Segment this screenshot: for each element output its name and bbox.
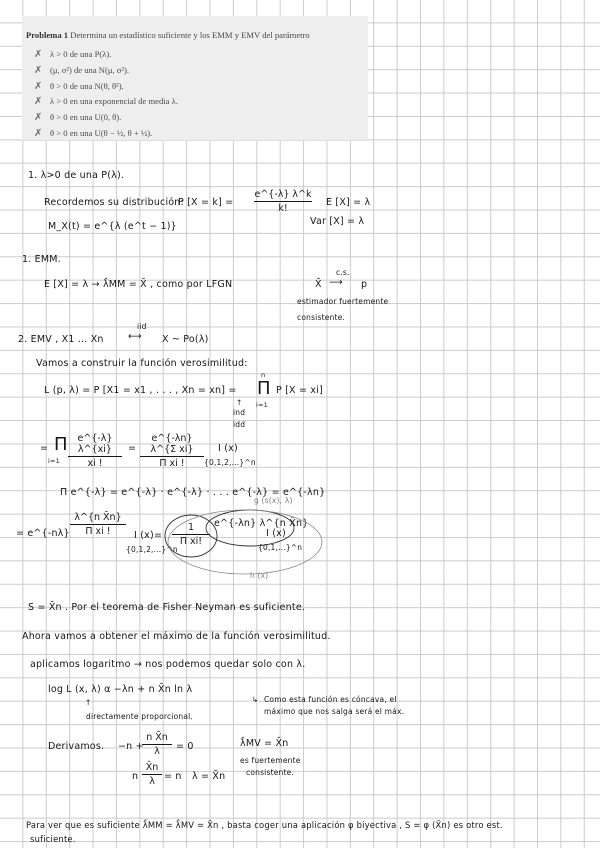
term-fraction: e^{-λ} λ^{xi} xi ! [68,433,122,469]
convergence-label: c.s. [336,268,350,277]
g-term: e^{-λn} λ^{n X̄n} [214,518,309,529]
variance-formula: Var [X] = λ [310,216,365,227]
problem-items [34,47,178,142]
indicator: I (x) [134,530,154,541]
handwritten-check-icon: ✗ [34,112,43,124]
problem-item: ✗ (μ, σ²) de una N(μ, σ²). [34,63,178,79]
emv-result-note: consistente. [246,768,295,777]
maximum-statement: Ahora vamos a obtener el máximo de la función verosimilitud. [22,631,331,642]
likelihood-lhs: L (p, λ) = P [X1 = x1 , . . . , Xn = xn] = [44,385,237,396]
iid-label: iid [137,322,147,331]
section-heading: 1. λ>0 de una P(λ). [28,170,125,181]
h-function-label: h (x) [250,571,269,580]
problem-text: Determina un estadístico suficiente y los EMM y EMV del parámetro [70,30,310,40]
mgf-formula: M_X(t) = e^{λ (e^t − 1)} [48,221,177,232]
problem-item: ✗ θ > 0 en una U(θ − ½, θ + ½). [34,126,178,142]
exponential-product: Π e^{-λ} = e^{-λ} · e^{-λ} · . . . e^{-λ} = e^{-λn} [60,487,326,498]
problem-label: Problema 1 [26,30,69,40]
equals-sign: = [128,443,137,454]
handwritten-check-icon: ✗ [34,80,43,92]
problem-item: ✗ λ > 0 de una P(λ). [34,47,178,63]
handwritten-check-icon: ✗ [34,49,43,60]
emm-note: estimador fuertemente [297,297,389,306]
emv-distribution: X ~ Po(λ) [162,334,209,345]
g-function-label: g (s(x), λ) [254,496,293,505]
product-upper: n [261,371,266,379]
emm-note: consistente. [297,313,346,322]
emm-equation: E [X] = λ → λ̂MM = X̄ , como por LFGN [44,279,233,290]
emv-result: λ̂MV = X̄n [240,738,289,749]
emv-result-note: es fuertemente [240,756,301,765]
likelihood-rhs: P [X = xi] [276,385,323,396]
handwritten-check-icon: ✗ [34,96,43,108]
corner-arrow: ↳ [252,695,259,704]
product-fraction: e^{-λn} λ^{Σ xi} Π xi ! [140,433,204,469]
indicator: I (x) [266,528,286,539]
factorization-lhs: = e^{-nλ} [16,528,70,539]
handwritten-check-icon: ✗ [34,64,43,76]
derivative-fraction: n X̄n λ [142,732,172,757]
idd-label: idd [233,420,246,429]
log-statement: aplicamos logaritmo → nos podemos quedar solo con λ. [30,659,306,670]
distribution-intro: Recordemos su distribución: [44,197,184,208]
derivative-label: Derivamos. [48,741,105,752]
problem-item: ✗ θ > 0 de una N(θ, θ²). [34,79,178,95]
sufficiency-statement: S = X̄n . Por el teorema de Fisher Neyman es suficiente. [28,602,306,613]
convergence-rhs: p [361,279,368,290]
indicator: I (x) [218,443,238,454]
emm-heading: 1. EMM. [22,254,61,265]
up-arrow: ↑ [85,698,92,707]
support-set: {0,1,2,...}^n [126,545,178,554]
factorization-fraction: λ^{n X̄n} Π xi ! [70,512,126,537]
log-likelihood: log L (x, λ) α −λn + n X̄n ln λ [48,684,193,695]
handwritten-check-icon: ✗ [34,127,43,139]
h-fraction: 1 Π xi! [172,522,210,547]
iid-arrow: ⟷ [128,331,142,342]
final-statement: Para ver que es suficiente λ̂MM = λ̂MV = X̄n , basta coger una aplicación φ biyectiva , S = φ (X̄n) es otro est. [26,820,503,830]
problem-statement [22,16,368,141]
equals-sign: = [40,443,49,454]
mean-formula: E [X] = λ [326,197,371,208]
equals-sign: = [154,530,163,541]
solve-fraction: X̄n λ [142,762,162,787]
up-arrow: ↑ [236,398,243,407]
support-set: {0,1,...}^n [258,543,303,552]
derivative-zero: = 0 [176,741,194,752]
derivative-lhs: −n + [118,741,144,752]
product-lower: i=1 [256,401,268,409]
problem-item: ✗ λ > 0 en una exponencial de media λ. [34,94,178,110]
pmf-fraction: e^{-λ} λ^k k! [254,189,312,214]
emv-heading: 2. EMV , X1 ... Xn [18,334,104,345]
concave-note: Como esta función es cóncava, el [264,695,397,704]
problem-title [26,30,310,40]
product-symbol: Π [54,434,68,455]
likelihood-intro: Vamos a construir la función verosimilitud: [36,358,248,369]
solve-equals: = n [164,771,182,782]
pmf-lhs: P [X = k] = [178,197,234,208]
ind-label: ind [233,408,246,417]
convergence-lhs: X̄ [315,279,322,290]
problem-item: ✗ θ > 0 en una U(0, θ). [34,110,178,126]
product-lower: i=1 [48,457,60,465]
support-set: {0,1,2,...}^n [204,458,256,467]
solve-result: λ = X̄n [192,771,226,782]
final-statement-end: suficiente. [30,834,76,844]
proportional-note: directamente proporcional. [86,712,193,721]
concave-note: máximo que nos salga será el máx. [264,707,405,716]
product-symbol: Π [257,378,271,399]
convergence-arrow: ⟶ [329,277,343,288]
solve-prefix: n [132,771,139,782]
